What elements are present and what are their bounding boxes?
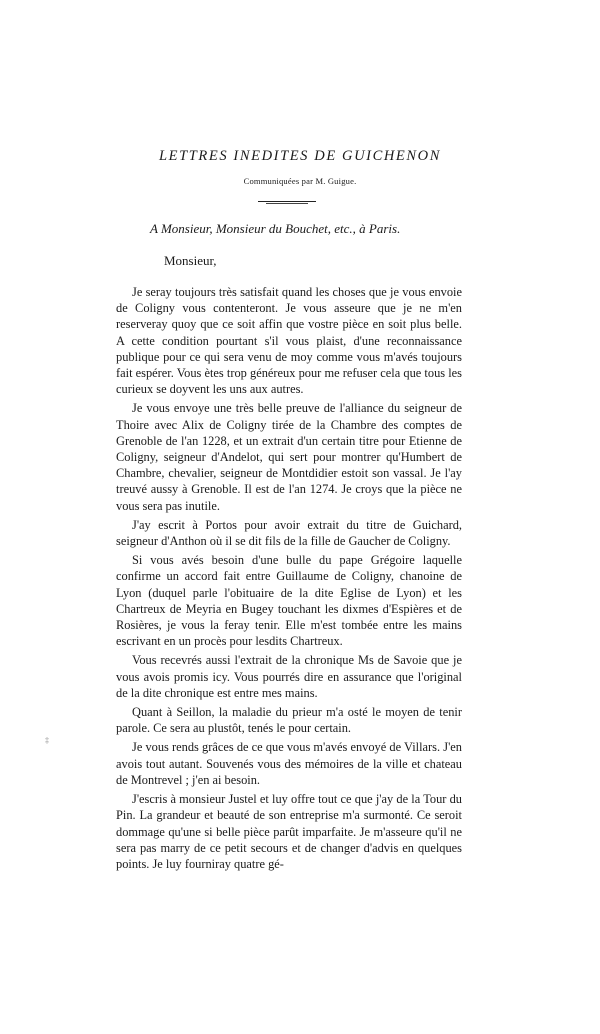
paragraph: Je seray toujours très satisfait quand les choses que je vous envoie de Coligny vous contenteront. Je vous asseure que je ne m'en reserveray quoy que ce soit affin que vostre pièce en soit plus belle. A cette condition pourtant s'il vous plaist, d'une reconnaissance publique pour ce qui sera venu de moy comme vous m'avés toujours fait espérer. Vous ètes trop généreux pour me refuser cela que tous les curieux se doyvent les uns aux autres. xyxy=(116,285,462,397)
paragraph: Je vous rends grâces de ce que vous m'avés envoyé de Villars. J'en avois tout autant. Souvenés vous des mémoires de la ville et chateau de Montrevel ; j'en ai besoin. xyxy=(116,740,462,787)
letter-body xyxy=(116,284,462,875)
paragraph: Si vous avés besoin d'une bulle du pape Grégoire laquelle confirme un accord fait entre Guillaume de Coligny, chanoine de Lyon (duquel parle l'obituaire de la dite Eglise de Lyon) et les Chartreux de Meyria en Bugey touchant les dixmes d'Espières et de Rosières, je vous la feray tenir. Elle m'est tombée entre les mains escrivant en un procès pour lesdits Chartreux. xyxy=(116,553,462,649)
paragraph: J'escris à monsieur Justel et luy offre tout ce que j'ay de la Tour du Pin. La grandeur et beauté de son entreprise m'a surmonté. Ce seroit dommage qu'une si belle pièce parût imparfaite. Je m'asseure qu'il ne sera pas marry de ce petit secours et de changer d'advis en quelques points. Je luy fourniray quatre gé- xyxy=(116,792,462,871)
paragraph: Vous recevrés aussi l'extrait de la chronique Ms de Savoie que je vous avois promis icy. Vous pourrés dire en assurance que l'original de la dite chronique est entre mes mains. xyxy=(116,653,462,700)
letter-salutation: Monsieur, xyxy=(164,253,217,268)
margin-mark: ‡ xyxy=(45,736,49,745)
paragraph: Je vous envoye une très belle preuve de l'alliance du seigneur de Thoire avec Alix de Coligny tirée de la Chambre des comptes de Grenoble de l'an 1228, et un extrait d'un certain titre pour Etienne de Coligny, seigneur d'Andelot, qui sert pour montrer qu'Humbert de Chambre, chevalier, seigneur de Montdidier estoit son vassal. Je l'ay treuvé aussy à Grenoble. Il est de l'an 1274. Je croys que la pièce ne vous sera pas inutile. xyxy=(116,401,462,513)
page-title: LETTRES INEDITES DE GUICHENON xyxy=(158,148,442,164)
letter-address: A Monsieur, Monsieur du Bouchet, etc., à Paris. xyxy=(150,221,401,236)
paragraph: J'ay escrit à Portos pour avoir extrait du titre de Guichard, seigneur d'Anthon où il se dit fils de la fille de Gaucher de Coligny. xyxy=(116,517,462,549)
page-subtitle: Communiquées par M. Guigue. xyxy=(243,176,357,186)
paragraph: Quant à Seillon, la maladie du prieur m'a osté le moyen de tenir parole. Ce sera au plustôt, tenés le pour certain. xyxy=(116,705,462,736)
title-rule xyxy=(258,201,316,202)
